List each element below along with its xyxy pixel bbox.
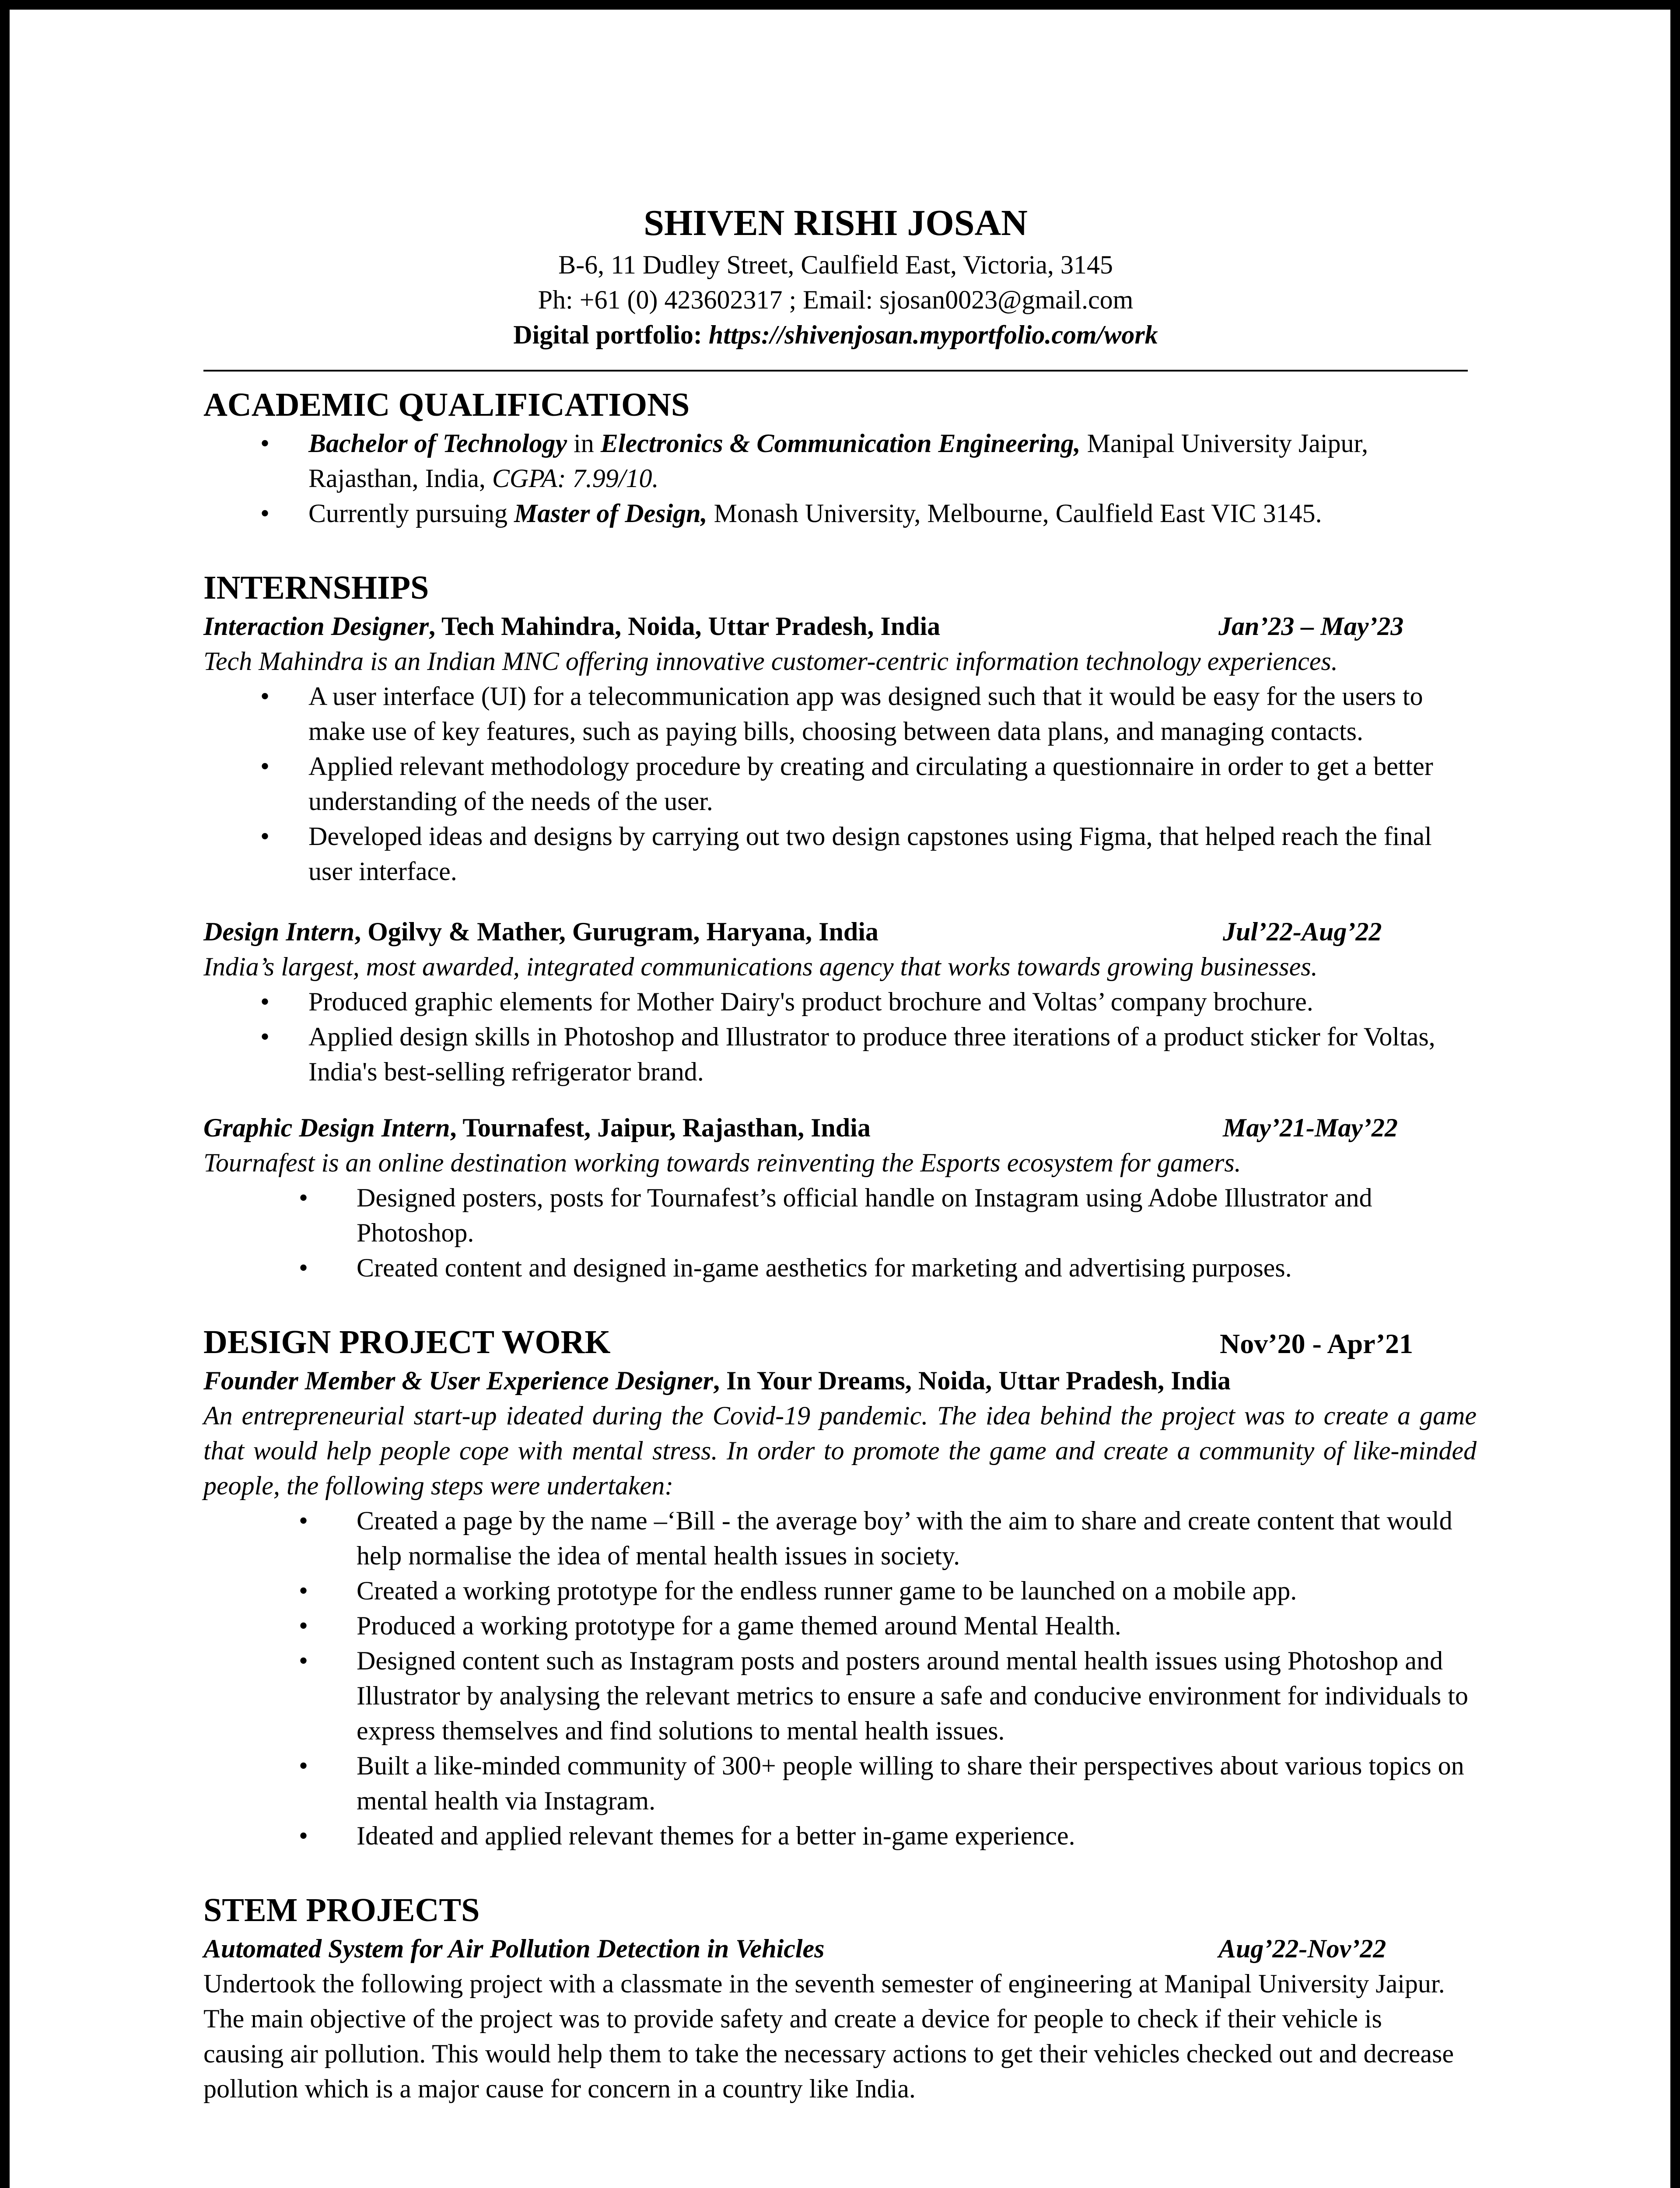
text-span: Monash University, Melbourne, Caulfield East VIC 3145.: [707, 499, 1322, 528]
design-project-heading: [203, 1321, 1413, 1363]
bullet-list: [203, 1503, 1481, 1853]
list-item: • Created a working prototype for the endless runner game to be launched on a mobile app.: [203, 1573, 1481, 1608]
portfolio-label: Digital portfolio:: [513, 320, 709, 349]
academic-item: [203, 426, 1481, 496]
project-summary: Undertook the following project with a classmate in the seventh semester of engineering at Manipal University Jaipur. The main objective of the project was to provide safety and create a device for people to check if their vehicle is causing air pollution. This would help them to take the necessary actions to get their vehicles checked out and decrease pollution which is a major cause for concern in a country like India.: [203, 1969, 1454, 2103]
internship-heading: [203, 1110, 1481, 1145]
project-title: Automated System for Air Pollution Detection in Vehicles: [203, 1934, 825, 1963]
role-title: Founder Member & User Experience Designer: [203, 1366, 713, 1395]
organization: , In Your Dreams, Noida, Uttar Pradesh, India: [713, 1366, 1231, 1395]
organization: , Tech Mahindra, Noida, Uttar Pradesh, India: [429, 612, 941, 641]
candidate-name: SHIVEN RISHI JOSAN: [644, 203, 1028, 243]
company-description: Tournafest is an online destination working towards reinventing the Esports ecosystem for gamers.: [203, 1148, 1241, 1177]
internship-title: [203, 914, 878, 949]
cgpa: CGPA: 7.99/10.: [492, 464, 659, 493]
resume-header: [203, 199, 1468, 352]
section-title-internships: INTERNSHIPS: [203, 569, 429, 606]
list-item: • Created a page by the name –‘Bill - the average boy’ with the aim to share and create content that would help normalise the idea of mental health issues in society.: [203, 1503, 1481, 1573]
contact-line: Ph: +61 (0) 423602317 ; Email: sjosan0023@gmail.com: [538, 285, 1134, 314]
list-item: • Designed content such as Instagram posts and posters around mental health issues using Photoshop and Illustrator by analysing the relevant metrics to ensure a safe and conducive environment for individuals to express themselves and find solutions to mental health issues.: [203, 1643, 1481, 1748]
degree-name: Bachelor of Technology: [308, 429, 567, 458]
role-title: Design Intern: [203, 917, 355, 946]
text-span: in: [567, 429, 601, 458]
date-range: May’21-May’22: [1223, 1113, 1398, 1142]
bullet-list: [203, 984, 1481, 1089]
internship-title: [203, 609, 940, 644]
stem-project-heading: [203, 1931, 1481, 1966]
project-role-line: [203, 1363, 1481, 1398]
list-item: • Designed posters, posts for Tournafest’s official handle on Instagram using Adobe Illustrator and Photoshop.: [203, 1180, 1481, 1250]
bullet-list: [203, 679, 1481, 889]
portfolio-line: [203, 317, 1468, 352]
list-item: • Applied design skills in Photoshop and Illustrator to produce three iterations of a product sticker for Voltas, India's best-selling refrigerator brand.: [203, 1019, 1481, 1089]
portfolio-link[interactable]: https://shivenjosan.myportfolio.com/work: [708, 320, 1158, 349]
list-item: • Built a like-minded community of 300+ people willing to share their perspectives about various topics on mental health via Instagram.: [203, 1748, 1481, 1818]
header-divider: [203, 370, 1468, 372]
list-item: • Produced graphic elements for Mother Dairy's product brochure and Voltas’ company brochure.: [203, 984, 1481, 1019]
list-item: • Developed ideas and designs by carrying out two design capstones using Figma, that helped reach the final user interface.: [203, 819, 1481, 889]
list-item: • Applied relevant methodology procedure by creating and circulating a questionnaire in order to get a better understanding of the needs of the user.: [203, 749, 1481, 819]
internship-title: [203, 1110, 871, 1145]
text-span: Manipal University Jaipur, Rajasthan, India,: [308, 429, 1368, 493]
address-line: B-6, 11 Dudley Street, Caulfield East, Victoria, 3145: [558, 250, 1113, 279]
organization: , Tournafest, Jaipur, Rajasthan, India: [450, 1113, 871, 1142]
project-description: An entrepreneurial start-up ideated during the Covid-19 pandemic. The idea behind the project was to create a game that would help people cope with mental stress. In order to promote the game and create a community of like-minded people, the following steps were undertaken:: [203, 1401, 1477, 1500]
section-title-design-project: DESIGN PROJECT WORK: [203, 1324, 611, 1360]
role-title: Interaction Designer: [203, 612, 429, 641]
academic-item: [203, 496, 1481, 531]
list-item: • Produced a working prototype for a game themed around Mental Health.: [203, 1608, 1481, 1643]
company-description: Tech Mahindra is an Indian MNC offering innovative customer-centric information technology experiences.: [203, 647, 1338, 676]
list-item: • A user interface (UI) for a telecommunication app was designed such that it would be easy for the users to make use of key features, such as paying bills, choosing between data plans, and managing contacts.: [203, 679, 1481, 749]
company-description: India’s largest, most awarded, integrated communications agency that works towards growing businesses.: [203, 952, 1318, 981]
degree-name: Master of Design,: [514, 499, 707, 528]
date-range: Aug’22-Nov’22: [1218, 1934, 1386, 1963]
text-span: Currently pursuing: [308, 499, 514, 528]
bullet-list: [203, 1180, 1481, 1285]
degree-field: Electronics & Communication Engineering,: [600, 429, 1081, 458]
organization: , Ogilvy & Mather, Gurugram, Haryana, India: [354, 917, 878, 946]
date-range: Jul’22-Aug’22: [1223, 917, 1382, 946]
list-item: • Ideated and applied relevant themes for a better in-game experience.: [203, 1818, 1481, 1853]
internship-heading: [203, 914, 1481, 949]
date-range: Nov’20 - Apr’21: [1220, 1328, 1413, 1359]
academic-list: [203, 426, 1481, 531]
internship-heading: [203, 609, 1481, 644]
section-title-academic: ACADEMIC QUALIFICATIONS: [203, 386, 690, 423]
section-title-stem: STEM PROJECTS: [203, 1892, 480, 1929]
date-range: Jan’23 – May’23: [1218, 612, 1404, 641]
role-title: Graphic Design Intern: [203, 1113, 450, 1142]
list-item: • Created content and designed in-game aesthetics for marketing and advertising purposes.: [203, 1250, 1481, 1285]
resume-page: [203, 199, 1481, 2106]
